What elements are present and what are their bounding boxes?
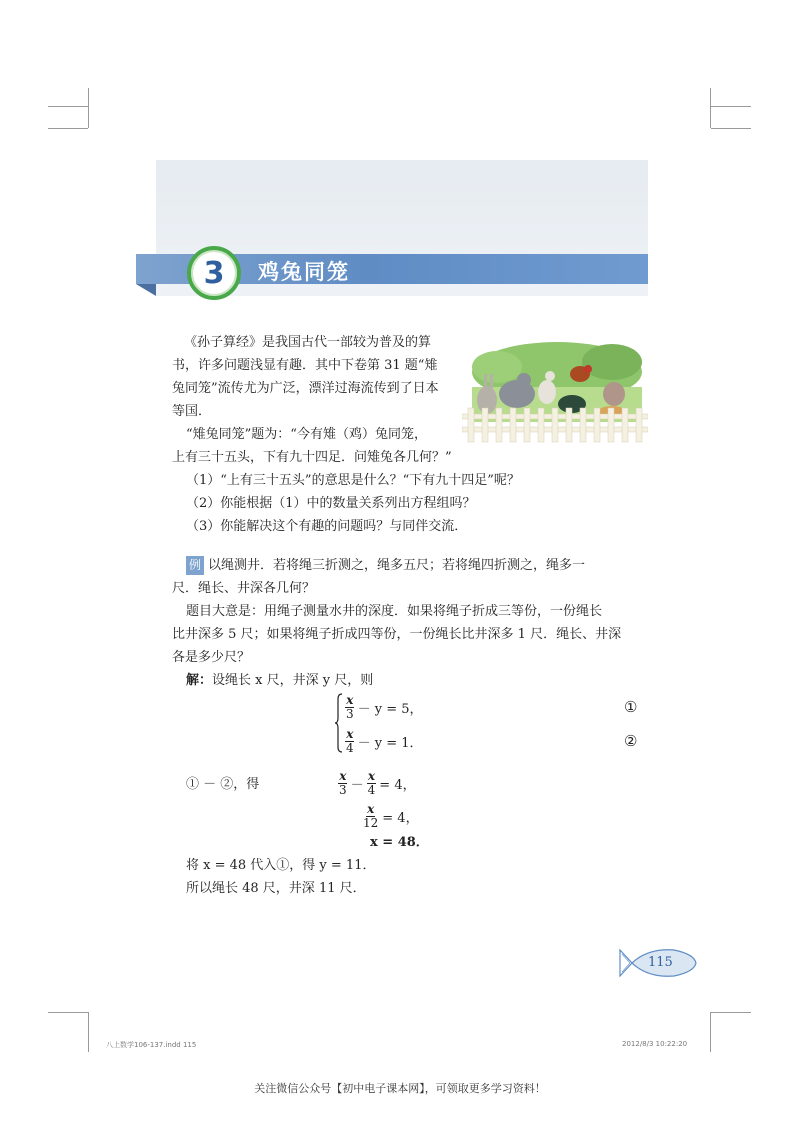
section-title: 鸡兔同笼 [258,260,350,284]
section-number: 3 [203,255,225,291]
crop-mark [710,1012,711,1052]
equation-1 [345,694,423,721]
fraction: $\frac{x}{3}$ [339,769,347,797]
intro-line: 上有三十五头，下有九十四足．问雉兔各几何？” [172,450,452,465]
derivation-step-1: $\frac{x}{3}$ － $\frac{x}{4}$ = 4， [339,769,416,797]
intro-line: 《孙子算经》是我国古代一部较为普及的算 [184,335,432,350]
question-item: （2）你能根据（1）中的数量关系列出方程组吗？ [186,496,476,511]
crop-mark [48,106,88,107]
chicken-rabbit-illustration-icon [462,332,648,444]
fraction: $\frac{x}{12}$ [363,802,379,830]
bottom-note: 关注微信公众号【初中电子课本网】，可领取更多学习资料！ [254,1082,546,1095]
meaning-line: 各是多少尺？ [172,650,251,665]
equation-tag: ② [624,732,638,750]
crop-mark [88,88,89,128]
intro-line: 书，许多问题浅显有趣．其中下卷第 31 题“雉 [172,358,438,373]
example-line: 尺．绳长、井深各几何？ [172,581,316,596]
crop-mark [710,88,711,128]
example-line [186,556,585,575]
equation-tag: ① [624,698,638,716]
question-item: （3）你能解决这个有趣的问题吗？与同伴交流． [186,519,468,534]
equation-rest: － y = 1． [357,736,423,751]
intro-line: 等国． [172,404,212,419]
question-item: （1）“上有三十五头”的意思是什么？“下有九十四足”呢？ [186,473,520,488]
meaning-line: 比井深多 5 尺；如果将绳子折成四等份，一份绳长比井深多 1 尺．绳长、井深 [172,627,622,642]
step-rest: = 4， [382,811,419,826]
intro-line: 兔同笼”流传尤为广泛，漂洋过海流传到了日本 [172,381,439,396]
crop-mark [48,1012,88,1013]
crop-mark [88,1012,89,1052]
ribbon-fold [136,284,156,296]
solution-label: 解： [186,673,213,688]
fraction: $\frac{x}{4}$ [367,769,376,797]
derivation-step-2 [362,803,419,830]
conclusion-line: 所以绳长 48 尺，井深 11 尺． [186,881,366,896]
crop-mark [48,128,88,129]
derivation-step-3: x = 48． [370,835,429,850]
step-rest: = 4， [379,778,416,793]
substitute-line: 将 x = 48 代入①，得 y = 11． [186,858,376,873]
intro-line: “雉兔同笼”题为：“今有雉（鸡）兔同笼， [186,427,427,442]
brace-icon [335,693,343,753]
page-number: 115 [648,955,673,970]
equation-rest: － y = 5， [357,702,423,717]
footer-timestamp: 2012/8/3 10:22:20 [622,1040,688,1048]
crop-mark [711,128,751,129]
fraction: $\frac{x}{3}$ [346,693,354,721]
subtract-label: ① － ②，得 [186,777,260,792]
solution-text: 设绳长 x 尺，井深 y 尺，则 [212,673,374,688]
equation-2 [345,728,423,755]
example-label: 例 [186,556,204,575]
footer-file-info: 八上数学106-137.indd 115 [106,1041,197,1049]
section-number-badge [187,246,241,300]
meaning-line: 题目大意是：用绳子测量水井的深度．如果将绳子折成三等份，一份绳长 [186,604,603,619]
fraction: $\frac{x}{4}$ [346,727,354,755]
example-text: 以绳测井．若将绳三折测之，绳多五尺；若将绳四折测之，绳多一 [208,558,586,573]
solution-intro [186,672,373,689]
crop-mark [711,106,751,107]
crop-mark [711,1012,751,1013]
